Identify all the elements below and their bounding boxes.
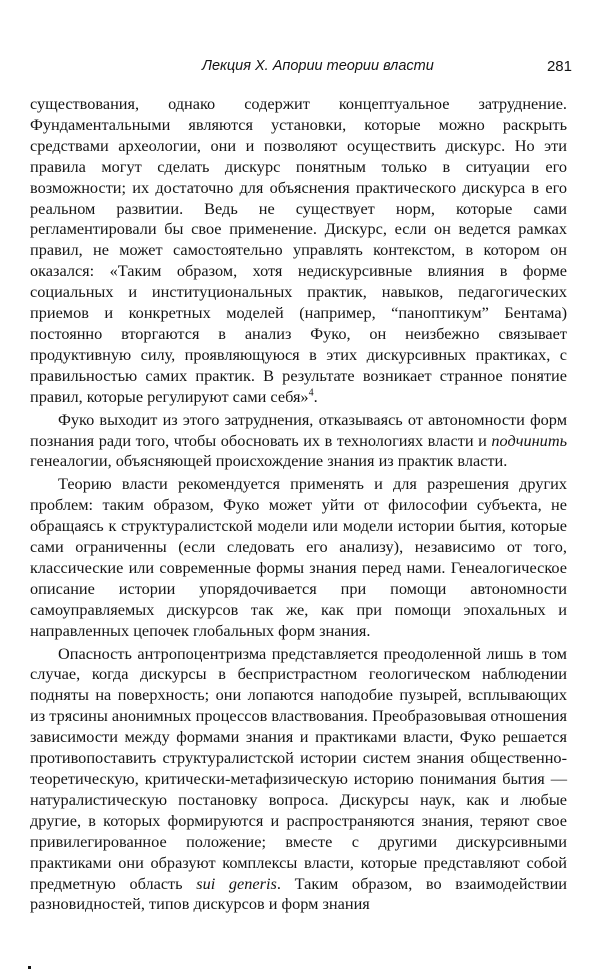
paragraph-3 bbox=[30, 474, 567, 641]
running-header bbox=[32, 58, 572, 80]
body-text bbox=[30, 94, 567, 915]
page-number: 281 bbox=[546, 58, 572, 75]
paragraph-4-emphasis: sui generis bbox=[196, 873, 277, 893]
print-mark bbox=[28, 966, 31, 969]
paragraph-1-end: . bbox=[313, 386, 318, 406]
paragraph-2 bbox=[30, 410, 567, 473]
paragraph-4-before: Опасность антропоцентризма представляется преодоленной лишь в том случае, когда дискурсы в беспристрастном геологическом наблюдении подняты на поверхность; они лопаются наподобие пузырей, всплывающих из трясины анонимных процессов властвования. Преобразовывая отношения зависимости между формами знания и практиками власти, Фуко решается противопоставить структуралистской истории систем знания общественно-теоретическую, критически-метафизическую историю понимания бытия — натуралистическую постановку вопроса. Дискурсы наук, как и любые другие, в которых формируются и распространяются знания, теряют свое привилегированное положение; вместе с другими дискурсивными практиками они образуют комплексы власти, которые представляют собой предметную область bbox=[30, 643, 567, 893]
paragraph-1-text: существования, однако содержит концептуальное затруднение. Фундаментальными являются установки, которые можно раскрыть средствами археологии, они и позволяют осуществить дискурс. Но эти правила могут сделать дискурс понятным только в ситуации его возможности; их достаточно для объяснения практического дискурса в его реальном развитии. Ведь не существует норм, которые сами регламентировали бы свое применение. Дискурс, если он ведется рамках правил, не может самостоятельно управлять контекстом, в котором он оказался: «Таким образом, хотя недискурсивные влияния в форме социальных и институциональных практик, навыков, педагогических приемов и конкретных моделей (например, “паноптикум” Бентама) постоянно вторгаются в анализ Фуко, он неизбежно связывает продуктивную силу, проявляющуюся в этих дискурсивных практиках, с правильностью самих практик. В результате возникает странное понятие правил, которые регулируют сами себя» bbox=[30, 94, 567, 406]
paragraph-2-after: генеалогии, объясняющей происхождение знания из практик власти. bbox=[30, 451, 508, 471]
paragraph-2-emphasis: подчинить bbox=[491, 430, 567, 450]
footnote-ref[interactable]: 4 bbox=[308, 387, 314, 399]
paragraph-2-before: Фуко выходит из этого затруднения, отказываясь от автономности форм познания ради того, чтобы обосновать их в технологиях власти и bbox=[30, 409, 567, 450]
paragraph-1 bbox=[30, 94, 567, 408]
paragraph-3-text: Теорию власти рекомендуется применять и для разрешения других проблем: таким образом, Фуко может уйти от философии субъекта, не обращаясь к структуралистской модели или модели истории бытия, которые сами ограниченны (если следовать его анализу), независимо от того, классические или современные формы знания перед нами. Генеалогическое описание истории упорядочивается при помощи автономности самоуправляемых дискурсов так же, как при помощи эпохальных и направленных цепочек глобальных форм знания. bbox=[30, 474, 567, 640]
paragraph-4 bbox=[30, 644, 567, 916]
chapter-title: Лекция X. Апории теории власти bbox=[202, 58, 434, 74]
paragraph-4-after: . Таким образом, во взаимодействии разновидностей, типов дискурсов и форм знания bbox=[30, 873, 568, 914]
